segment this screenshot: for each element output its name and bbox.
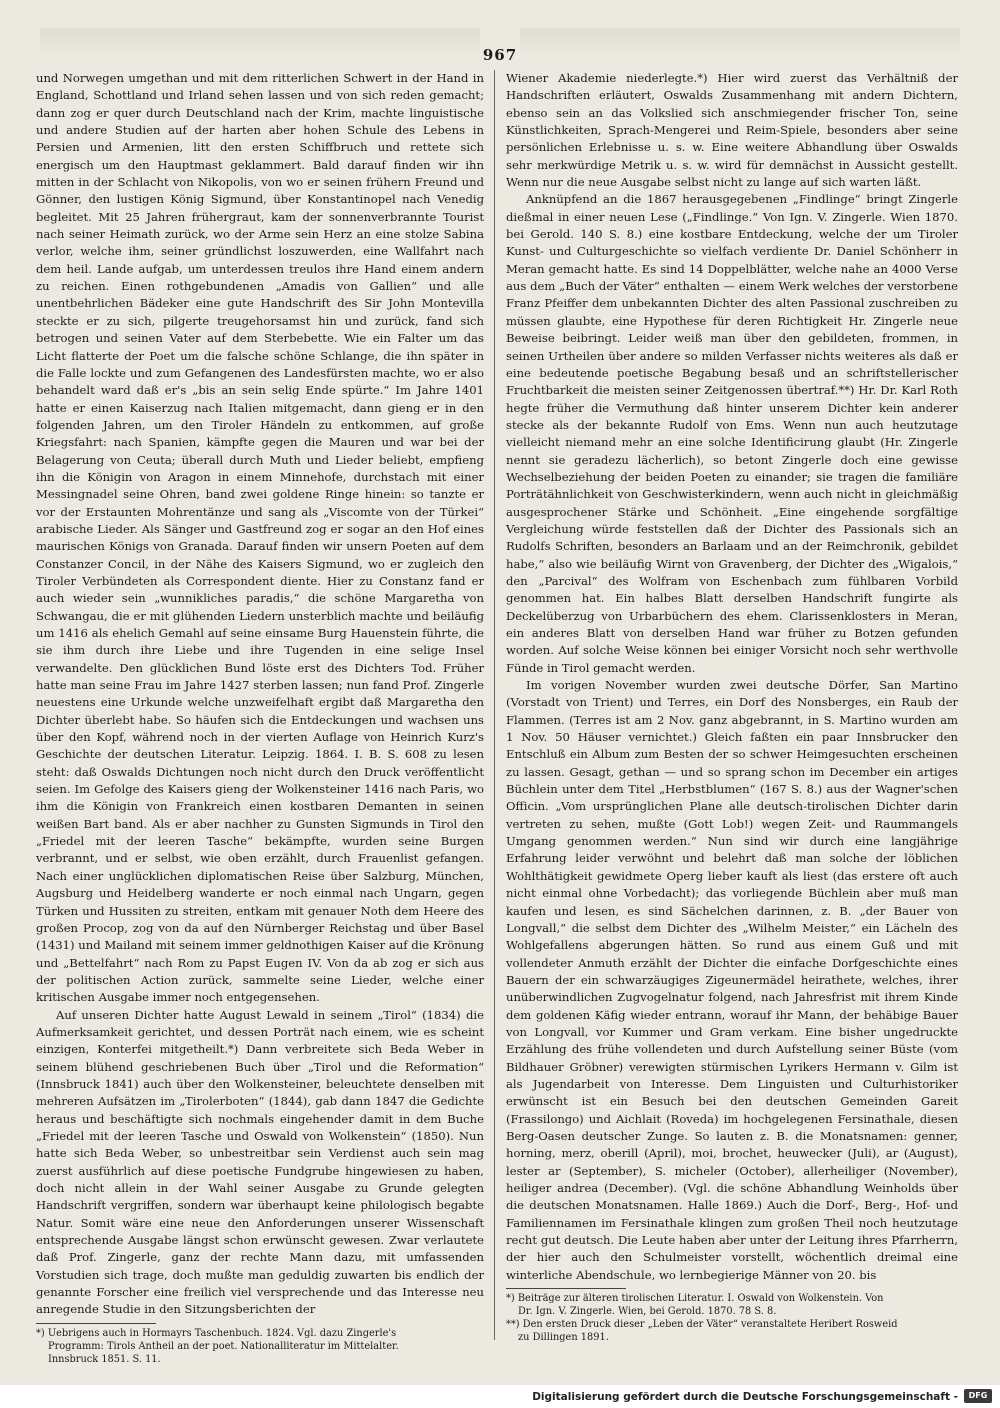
left-paragraph: Auf unseren Dichter hatte August Lewald in seinem „Tirol“ (1834) die Aufmerksamkeit gerichtet, und dessen Porträt nach einem, wie es scheint einzigen, Konterfei mitgetheilt.*) Dann verbreitete sich Beda Weber in seinem blühend geschriebenen Buch über „Tirol und die Reformation“ (Innsbruck 1841) auch über den Wolkensteiner, beleuchtete denselben mit mehreren Aufsätzen im „Tirolerboten“ (1844), gab dann 1847 die Gedichte heraus und beschäftigte sich nochmals eingehender damit in dem Buche „Friedel mit der leeren Tasche und Oswald von Wolkenstein“ (1850). Nun hatte sich Beda Weber, so unbestreitbar sein Verdienst auch sein mag zuerst ausführlich auf diese poetische Fundgrube hingewiesen zu haben, doch nicht allein in der Wahl seiner Ausgabe zu Grunde gelegten Handschrift vergriffen, sondern war überhaupt keine philologisch begabte Natur. Somit wäre eine neue den Anforderungen unserer Wissenschaft entsprechende Ausgabe längst schon erwünscht gewesen. Zwar verlautete daß Prof. Zingerle, ganz der rechte Mann dazu, mit umfassenden Vorstudien sich trage, doch mußte man geduldig zuwarten bis endlich der genannte Forscher eine freilich viel versprechende und das Interesse neu anregende Studie in den Sitzungsberichten der [36, 1007, 484, 1317]
footnote-line: Innsbruck 1851. S. 11. [48, 1353, 161, 1365]
footnote-rule [36, 1323, 156, 1324]
footnote-line: zu Dillingen 1891. [518, 1332, 609, 1344]
page-number: 967 [482, 46, 518, 64]
footnote-line: *) Uebrigens auch in Hormayrs Taschenbuch. 1824. Vgl. dazu Zingerle's [36, 1327, 397, 1339]
column-divider [494, 70, 495, 1340]
left-paragraph: und Norwegen umgethan und mit dem ritterlichen Schwert in der Hand in England, Schottland und Irland sehen lassen und von sich reden gemacht; dann zog er quer durch Deutschland nach der Krim, machte linguistische und andere Studien auf der harten aber hohen Schule des Lebens in Persien und Armenien, litt den ersten Schiffbruch und rettete sich energisch um den Hauptmast geklammert. Bald darauf finden wir ihn mitten in der Schlacht von Nikopolis, von wo er seinen frühern Freund und Gönner, den lustigen König Sigmund, über Konstantinopel nach Venedig begleitet. Mit 25 Jahren frühergraut, kam der sonnenverbrannte Tourist nach seiner Heimath zurück, wo der Arme sein Herz an eine stolze Sabina verlor, welche ihm, seiner gründlichst loszuwerden, eine Wallfahrt nach dem heil. Lande aufgab, um unterdessen treulos ihre Hand einem andern zu reichen. Einen rothgebundenen „Amadis von Gallien“ und alle unentbehrlichen Bädeker eine gute Handschrift des Sir John Montevilla steckte er zu sich, pilgerte treugehorsamst hin und zurück, fand sich betrogen und seinen Vater auf dem Sterbebette. Wie ein Falter um das Licht flatterte der Poet um die falsche schöne Schlange, die ihn später in die Falle lockte und zum Gefangenen des Landesfürsten machte, wo er also behandelt ward daß er's „bis an sein selig Ende spürte.“ Im Jahre 1401 hatte er einen Kaiserzug nach Italien mitgemacht, dann gieng er in den folgenden Jahren, um den Tiroler Händeln zu entkommen, auf große Kriegsfahrt: nach Spanien, kämpfte gegen die Mauren und war bei der Belagerung von Ceuta; überall durch Muth und Lieder beliebt, empfieng ihn die Königin von Aragon in einem Minnehofe, durchstach mit einer Messingnadel seine Ohren, band zwei goldene Ringe hinein: so tanzte er vor der Erstaunten Mohrentänze und sang als „Viscomte von der Türkei“ arabische Lieder. Als Sänger und Gastfreund zog er sogar an den Hof eines maurischen Königs von Granada. Darauf finden wir unsern Poeten auf dem Constanzer Concil, in der Nähe des Kaisers Sigmund, wo er zugleich den Tiroler Verbündeten als Correspondent diente. Hier zu Constanz fand er auch wieder sein „wunnikliches paradis,“ die schöne Margaretha von Schwangau, die er mit glühenden Liedern unsterblich machte und beiläufig um 1416 als ehelich Gemahl auf seine einsame Burg Hauenstein führte, die sie ihm durch ihre Liebe und ihre Tugenden in eine selige Insel verwandelte. Den glücklichen Bund löste erst des Dichters Tod. Früher hatte man seine Frau im Jahre 1427 sterben lassen; nun fand Prof. Zingerle neuestens eine Urkunde welche unzweifelhaft ergibt daß Margaretha den Dichter überlebt habe. So häufen sich die Entdeckungen und wachsen uns über den Kopf, während noch in der vierten Auflage von Heinrich Kurz's Geschichte der deutschen Literatur. Leipzig. 1864. I. B. S. 608 zu lesen steht: daß Oswalds Dichtungen noch nicht durch den Druck veröffentlicht seien. Im Gefolge des Kaisers gieng der Wolkensteiner 1416 nach Paris, wo ihm die Königin von Frankreich einen kostbaren Demanten in seinen weißen Bart band. Als er aber nachher zu Gunsten Sigmunds in Tirol den „Friedel mit der leeren Tasche“ bekämpfte, wurden seine Burgen verbrannt, und er selbst, wie oben erzählt, durch Frauenlist gefangen. Nach einer unglücklichen diplomatischen Reise über Salzburg, München, Augsburg und Heidelberg wanderte er noch einmal nach Ungarn, gegen Türken und Hussiten zu streiten, entkam mit genauer Noth dem Heere des großen Procop, zog von da auf den Nürnberger Reichstag und über Basel (1431) und Mailand mit seinem immer geldnothigen Kaiser auf die Krönung und „Bettelfahrt“ nach Rom zu Papst Eugen IV. Von da ab zog er sich aus der politischen Action zurück, sammelte seine Lieder, welche einer kritischen Ausgabe immer noch entgegensehen. [36, 71, 484, 1005]
funding-notice: Digitalisierung gefördert durch die Deutsche Forschungsgemeinschaft - [532, 1391, 958, 1403]
dfg-logo: DFG [964, 1389, 992, 1403]
footnote-line: Dr. Ign. V. Zingerle. Wien, bei Gerold. 1870. 78 S. 8. [518, 1306, 777, 1318]
footnote-line: Programm: Tirols Antheil an der poet. Nationalliteratur im Mittelalter. [48, 1340, 399, 1352]
footnote-line: **) Den ersten Druck dieser „Leben der Väter“ veranstaltete Heribert Rosweid [506, 1319, 898, 1331]
right-paragraph: Wiener Akademie niederlegte.*) Hier wird zuerst das Verhältniß der Handschriften erläutert, Oswalds Zusammenhang mit andern Dichtern, ebenso sein an das Volkslied sich anschmiegender frischer Ton, seine Künstlichkeiten, Sprach-Mengerei und Reim-Spiele, besonders aber seine persönlichen Erlebnisse u. s. w. Eine weitere Abhandlung über Oswalds sehr merkwürdige Metrik u. s. w. wird für demnächst in Aussicht gestellt. Wenn nur die neue Ausgabe selbst nicht zu lange auf sich warten läßt. [506, 71, 958, 190]
right-paragraph: Anknüpfend an die 1867 herausgegebenen „Findlinge“ bringt Zingerle dießmal in einer neuen Lese („Findlinge.“ Von Ign. V. Zingerle. Wien 1870. bei Gerold. 140 S. 8.) eine kostbare Entdeckung, welche der um Tiroler Kunst- und Culturgeschichte so vielfach verdiente Dr. Daniel Schönherr in Meran gemacht hatte. Es sind 14 Doppelblätter, welche nahe an 4000 Verse aus dem „Buch der Väter“ enthalten — einem Werk welches der verstorbene Franz Pfeiffer dem unbekannten Dichter des alten Passional zuschreiben zu müssen glaubte, eine Hypothese für deren Richtigkeit Hr. Zingerle neue Beweise beibringt. Leider weiß man über den gebildeten, frommen, in seinen Urtheilen über andere so milden Verfasser nichts weiteres als daß er eine bedeutende poetische Begabung besaß und an schriftstellerischer Fruchtbarkeit die meisten seiner Zeitgenossen übertraf.**) Hr. Dr. Karl Roth hegte früher die Vermuthung daß hinter unserem Dichter kein anderer stecke als der bekannte Rudolf von Ems. Wenn nun auch heutzutage vielleicht niemand mehr an eine solche Identificirung glaubt (Hr. Zingerle nennt sie geradezu lächerlich), so betont Zingerle doch eine gewisse Wechselbeziehung der beiden Poeten zu einander; sie tragen die familiäre Porträtähnlichkeit von Geschwisterkindern, wenn auch nicht in gleichmäßig ausgesprochener Stärke und Schönheit. „Eine eingehende sorgfältige Vergleichung würde feststellen daß der Dichter des Passionals sich an Rudolfs Schriften, besonders an Barlaam und an der Reimchronik, gebildet habe,“ also wie beiläufig Wirnt von Gravenberg, der Dichter des „Wigalois,“ den „Parcival“ des Wolfram von Eschenbach zum fühlbaren Vorbild genommen hat. Ein halbes Blatt derselben Handschrift fungirte als Deckelüberzug von Urbarbüchern des ehem. Clarissenklosters in Meran, ein anderes Blatt von derselben Hand war früher zu Botzen gefunden worden. Auf solche Weise können bei einiger Vorsicht noch sehr werthvolle Fünde in Tirol gemacht werden. [506, 192, 958, 675]
left-column [36, 70, 484, 1366]
right-footnotes [506, 1292, 958, 1344]
footnote-rule [506, 1288, 626, 1289]
right-column [506, 70, 958, 1344]
digitization-footer [0, 1385, 1000, 1408]
left-footnotes [36, 1327, 484, 1366]
right-paragraph: Im vorigen November wurden zwei deutsche Dörfer, San Martino (Vorstadt von Trient) und Terres, ein Dorf des Nonsberges, ein Raub der Flammen. (Terres ist am 2 Nov. ganz abgebrannt, in S. Martino wurden am 1 Nov. 50 Häuser vernichtet.) Gleich faßten ein paar Innsbrucker den Entschluß ein Album zum Besten der so schwer Heimgesuchten erscheinen zu lassen. Gesagt, gethan — und so sprang schon im December ein artiges Büchlein unter dem Titel „Herbstblumen“ (167 S. 8.) aus der Wagner'schen Officin. „Vom ursprünglichen Plane alle deutsch-tirolischen Dichter darin vertreten zu sehen, mußte (Gott Lob!) wegen Zeit- und Raummangels Umgang genommen werden.“ Nun sind wir durch eine langjährige Erfahrung leider verwöhnt und belehrt daß man solche der löblichen Wohlthätigkeit gewidmete Operg lieber kauft als liest (das erstere oft auch nicht einmal ohne Vorbedacht); das vorliegende Büchlein aber muß man kaufen und lesen, es sind Sächelchen darinnen, z. B. „der Bauer von Longvall,“ die selbst dem Dichter des „Wilhelm Meister,“ ein Lächeln des Wohlgefallens abgerungen hätten. So rund aus einem Guß und mit vollendeter Anmuth erzählt der Dichter die einfache Dorfgeschichte eines Bauern der ein schwarzäugiges Zigeunermädel heirathete, welches, ihrer unüberwindlichen Zugvogelnatur folgend, nach Jahresfrist mit ihrem Kinde dem goldenen Käfig wieder entrann, worauf ihr Mann, der behäbige Bauer von Longvall, vor Kummer und Gram verkam. Eine bisher ungedruckte Erzählung des frühe vollendeten und durch Aufstellung seiner Büste (vom Bildhauer Gröbner) verewigten stürmischen Lyrikers Hermann v. Gilm ist als Jugendarbeit von Interesse. Dem Linguisten und Culturhistoriker erwünscht ist ein Besuch bei den deutschen Gemeinden Gareit (Frassilongo) und Aichlait (Roveda) im hochgelegenen Fersinathale, diesen Berg-Oasen deutscher Zunge. So lauten z. B. die Monatsnamen: genner, horning, merz, oberill (April), moi, brochet, heuwecker (Juli), ar (August), lester ar (September), S. micheler (October), allerheiliger (November), heiliger andrea (December). (Vgl. die schöne Abhandlung Weinholds über die deutschen Monatsnamen. Halle 1869.) Auch die Dorf-, Berg-, Hof- und Familiennamen im Fersinathale klingen zum großen Theil noch heutzutage recht gut deutsch. Die Leute haben aber unter der Leitung ihres Pfarrherrn, der hier auch den Schulmeister vorstellt, wöchentlich dreimal eine winterliche Abendschule, wo lernbegierige Männer von 20. bis [506, 678, 958, 1282]
footnote-line: *) Beiträge zur älteren tirolischen Literatur. I. Oswald von Wolkenstein. Von [506, 1293, 884, 1305]
